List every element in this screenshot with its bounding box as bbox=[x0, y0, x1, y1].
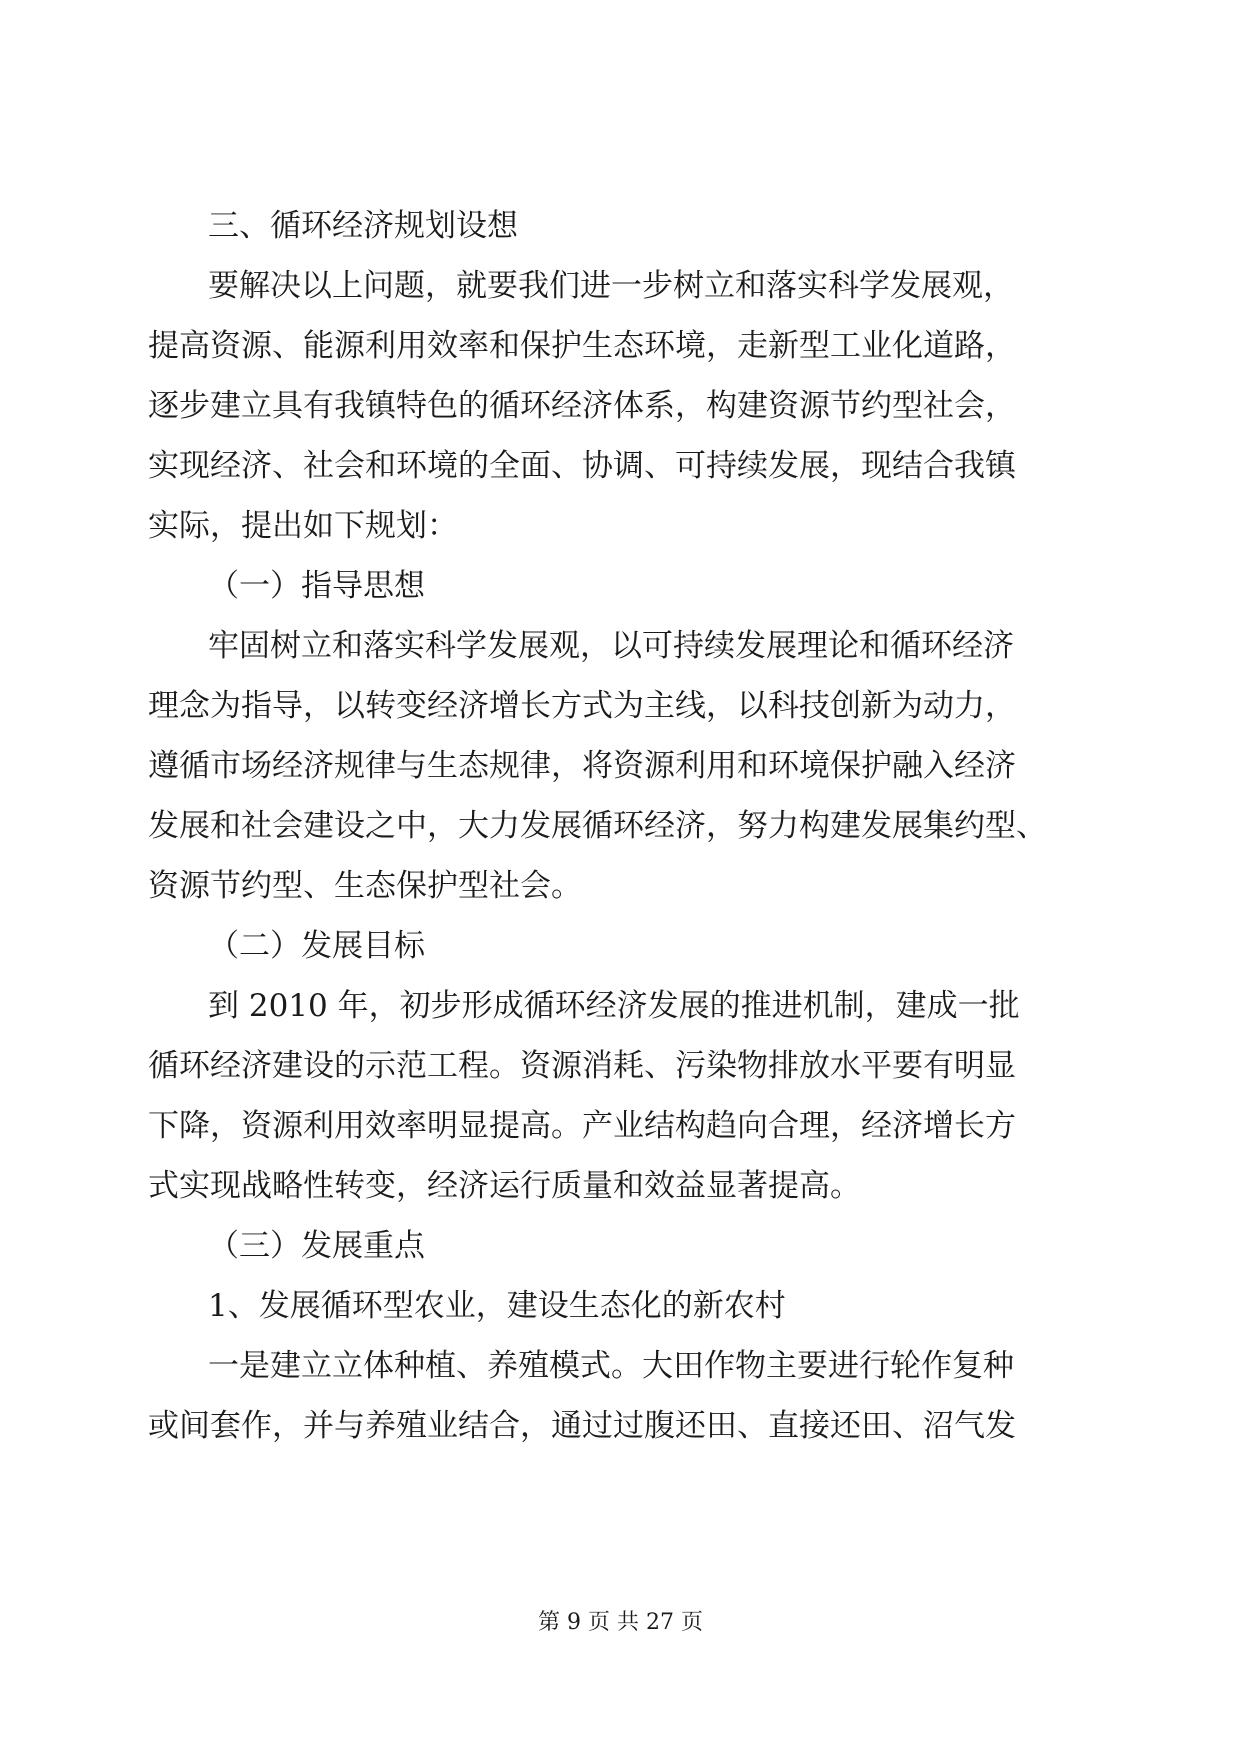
paragraph-line: 发展和社会建设之中，大力发展循环经济，努力构建发展集约型、 bbox=[148, 808, 1047, 844]
paragraph-line: 或间套作，并与养殖业结合，通过过腹还田、直接还田、沼气发 bbox=[148, 1408, 1016, 1444]
paragraph-line: 理念为指导，以转变经济增长方式为主线，以科技创新为动力， bbox=[148, 688, 1016, 724]
paragraph-line: 提高资源、能源利用效率和保护生态环境，走新型工业化道路， bbox=[148, 328, 1016, 364]
item-heading: 1、发展循环型农业，建设生态化的新农村 bbox=[208, 1288, 786, 1324]
paragraph-line: 要解决以上问题，就要我们进一步树立和落实科学发展观， bbox=[208, 268, 1014, 304]
section-heading: 三、循环经济规划设想 bbox=[208, 208, 518, 244]
paragraph-line: 牢固树立和落实科学发展观，以可持续发展理论和循环经济 bbox=[208, 628, 1014, 664]
paragraph-line: 逐步建立具有我镇特色的循环经济体系，构建资源节约型社会， bbox=[148, 388, 1016, 424]
paragraph-line: 资源节约型、生态保护型社会。 bbox=[148, 868, 582, 904]
subsection-heading: （三）发展重点 bbox=[208, 1228, 425, 1264]
paragraph-line: 下降，资源利用效率明显提高。产业结构趋向合理，经济增长方 bbox=[148, 1108, 1016, 1144]
paragraph-line: 实际，提出如下规划： bbox=[148, 508, 458, 544]
subsection-heading: （一）指导思想 bbox=[208, 568, 425, 604]
paragraph-line: 实现经济、社会和环境的全面、协调、可持续发展，现结合我镇 bbox=[148, 448, 1016, 484]
paragraph-line: 循环经济建设的示范工程。资源消耗、污染物排放水平要有明显 bbox=[148, 1048, 1016, 1084]
subsection-heading: （二）发展目标 bbox=[208, 928, 425, 964]
page-number-footer: 第 9 页 共 27 页 bbox=[538, 1610, 703, 1635]
paragraph-line: 遵循市场经济规律与生态规律，将资源利用和环境保护融入经济 bbox=[148, 748, 1016, 784]
paragraph-line: 到 2010 年，初步形成循环经济发展的推进机制，建成一批 bbox=[208, 988, 1020, 1024]
paragraph-line: 式实现战略性转变，经济运行质量和效益显著提高。 bbox=[148, 1168, 861, 1204]
paragraph-line: 一是建立立体种植、养殖模式。大田作物主要进行轮作复种 bbox=[208, 1348, 1014, 1384]
